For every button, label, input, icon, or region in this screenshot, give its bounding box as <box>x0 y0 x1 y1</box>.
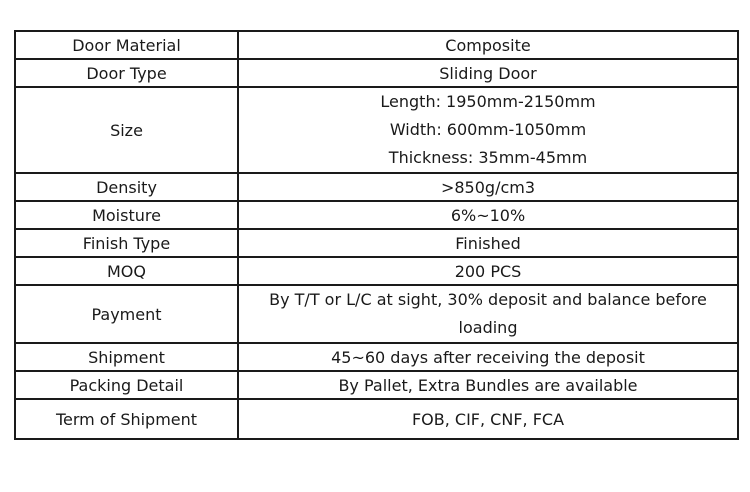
table-row-size <box>15 87 738 173</box>
table-row-door-type <box>15 59 738 87</box>
table-row-door-material <box>15 31 738 59</box>
spec-value: FOB, CIF, CNF, FCA <box>238 399 738 439</box>
table-row-moq <box>15 257 738 285</box>
spec-value: By Pallet, Extra Bundles are available <box>238 371 738 399</box>
spec-label: Shipment <box>15 343 238 371</box>
table-row-shipment <box>15 343 738 371</box>
table-row-term-of-shipment <box>15 399 738 439</box>
spec-label: Payment <box>15 285 238 343</box>
spec-label: Finish Type <box>15 229 238 257</box>
table-row-finish-type <box>15 229 738 257</box>
spec-value: 6%~10% <box>238 201 738 229</box>
spec-value: Composite <box>238 31 738 59</box>
spec-value: Sliding Door <box>238 59 738 87</box>
spec-value: 200 PCS <box>238 257 738 285</box>
spec-value: >850g/cm3 <box>238 173 738 201</box>
spec-value <box>238 87 738 173</box>
spec-label: Term of Shipment <box>15 399 238 439</box>
size-line-width: Width: 600mm-1050mm <box>389 120 587 139</box>
spec-value: 45~60 days after receiving the deposit <box>238 343 738 371</box>
size-line-thickness: Thickness: 35mm-45mm <box>388 148 588 167</box>
spec-label: Size <box>15 87 238 173</box>
table-row-density <box>15 173 738 201</box>
spec-label: Moisture <box>15 201 238 229</box>
table-row-payment <box>15 285 738 343</box>
spec-label: Door Type <box>15 59 238 87</box>
spec-label: MOQ <box>15 257 238 285</box>
product-spec-table <box>14 30 739 440</box>
size-line-length: Length: 1950mm-2150mm <box>380 92 596 111</box>
spec-value: By T/T or L/C at sight, 30% deposit and balance before loading <box>238 285 738 343</box>
table-row-moisture <box>15 201 738 229</box>
spec-label: Density <box>15 173 238 201</box>
table-row-packing-detail <box>15 371 738 399</box>
spec-label: Packing Detail <box>15 371 238 399</box>
spec-value: Finished <box>238 229 738 257</box>
spec-label: Door Material <box>15 31 238 59</box>
